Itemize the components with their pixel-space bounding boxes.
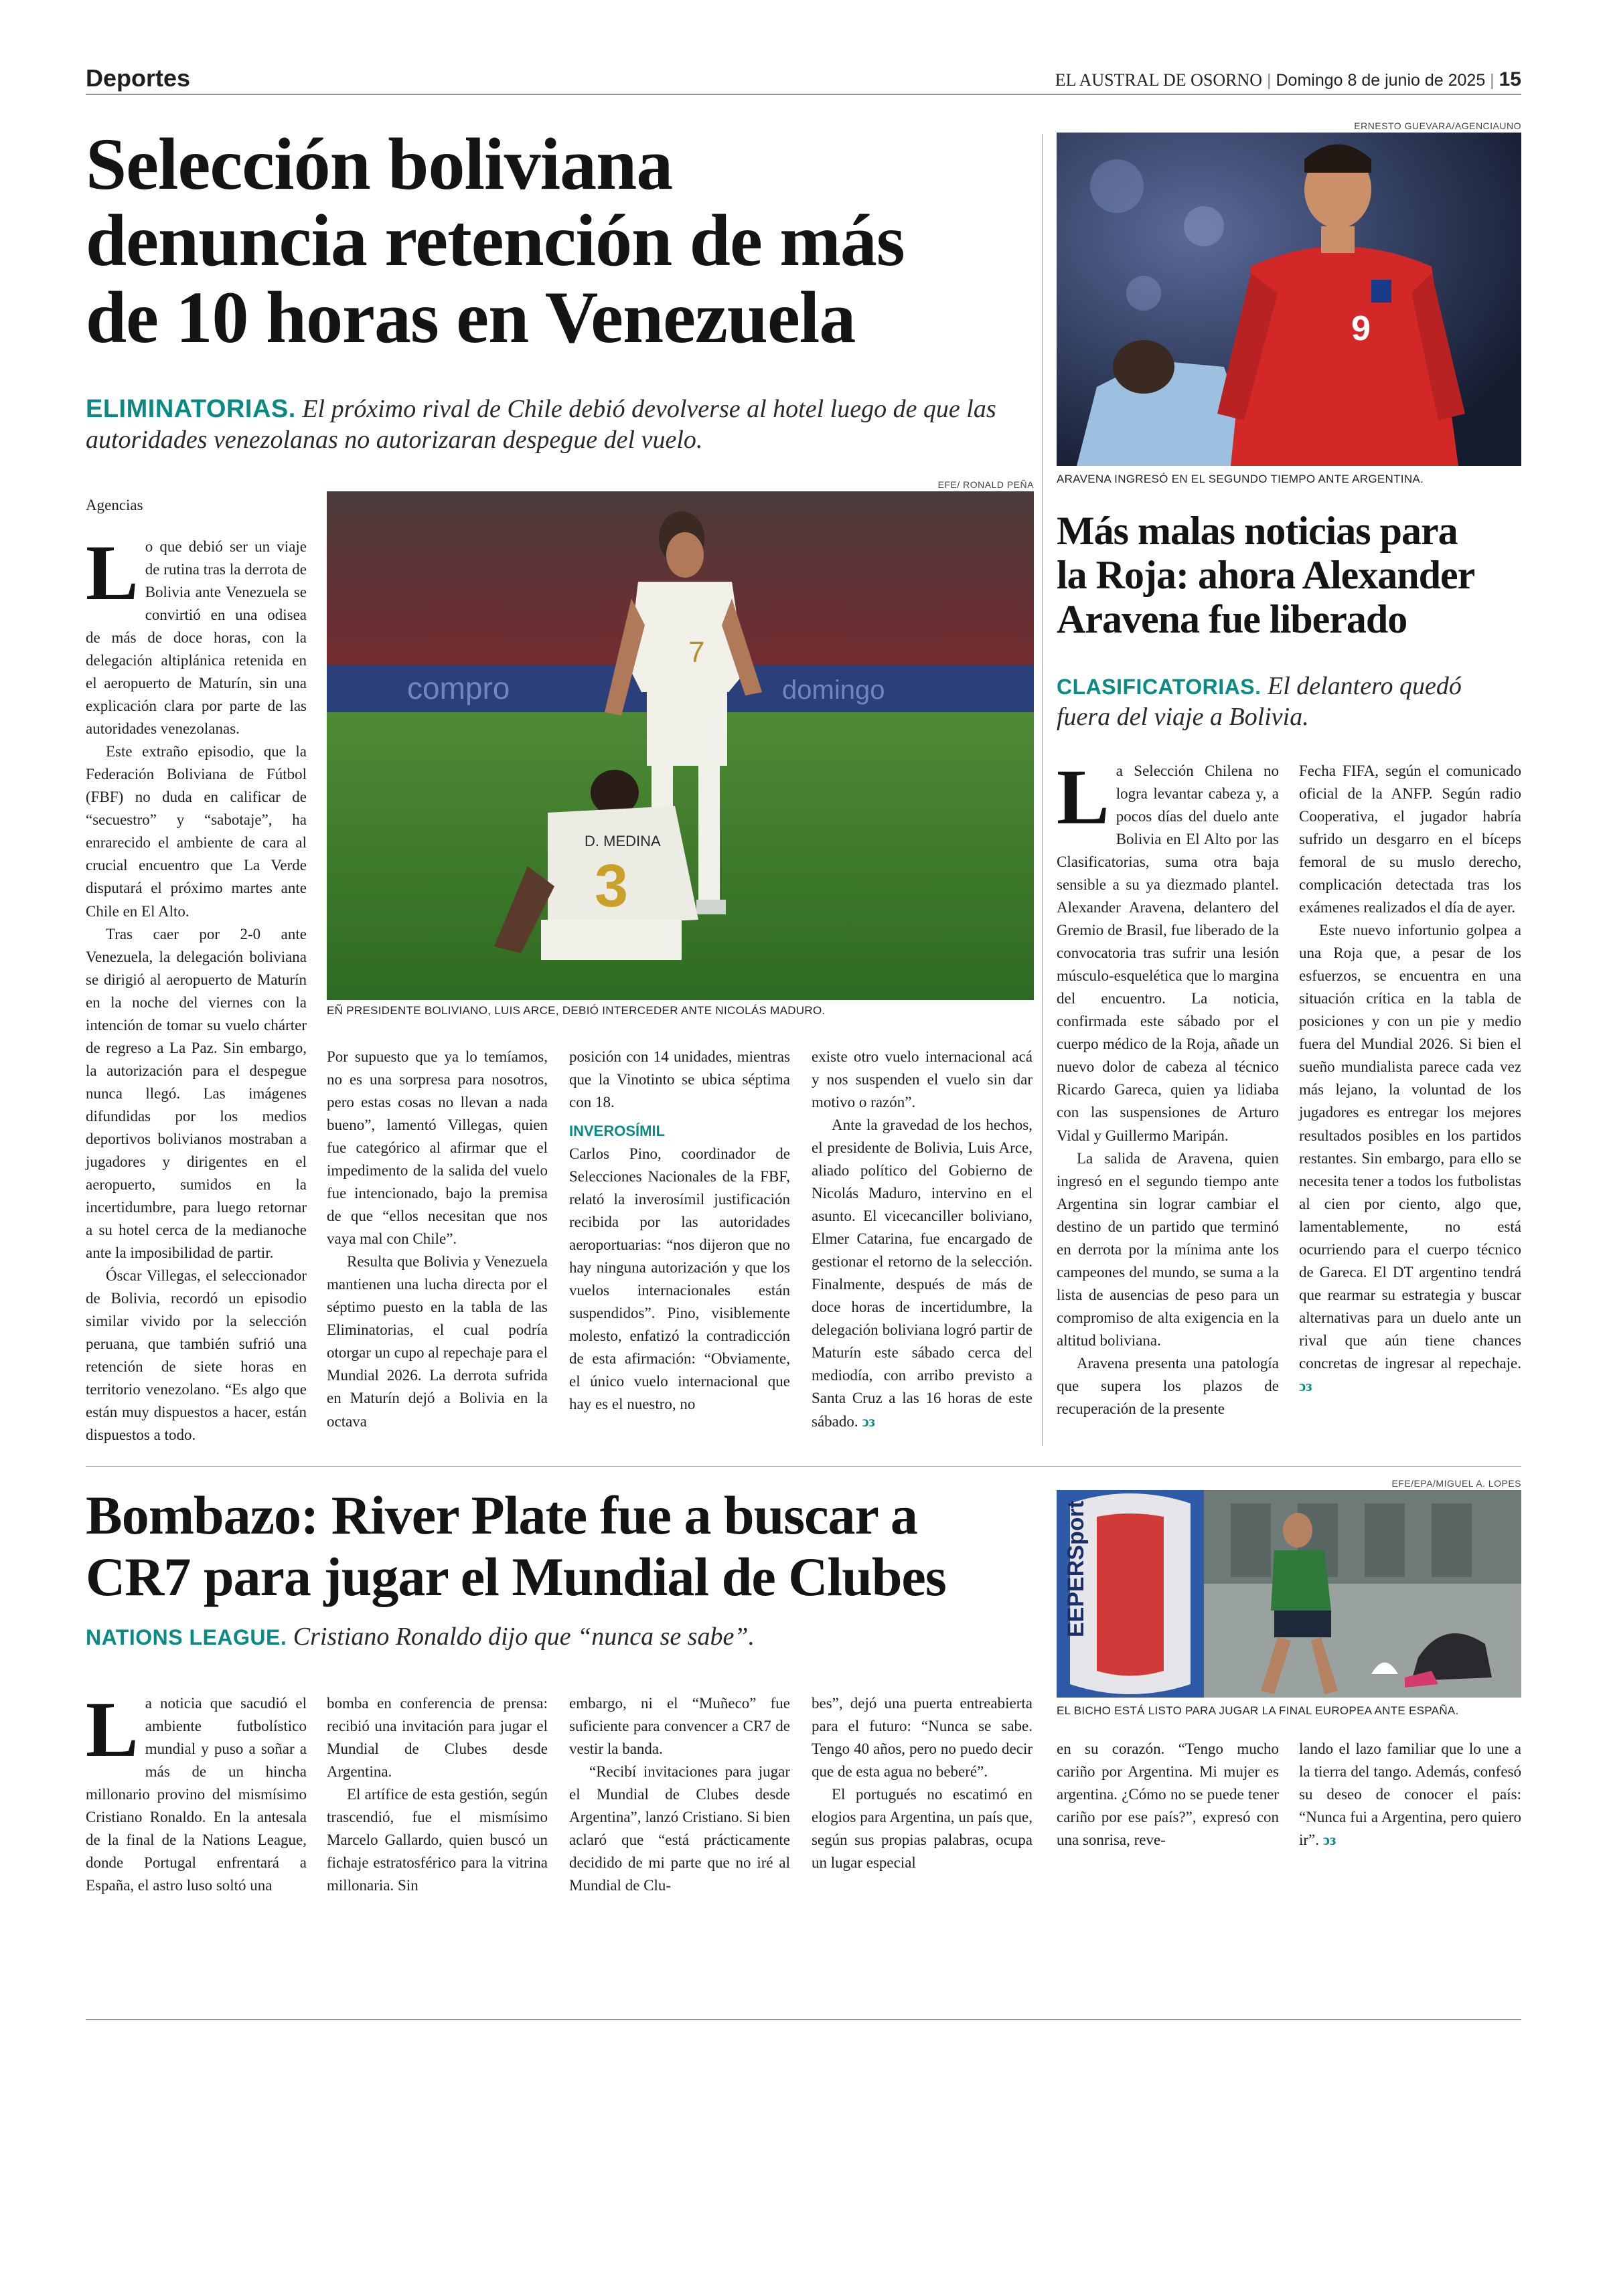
main-col1-p3: Tras caer por 2-0 ante Venezuela, la delegación boliviana se dirigió al aeropuerto de Maturín en la noche del viernes con la intención de tomar su vuelo chárter de regreso a La Paz. Sin embargo, la autorización para el despegue nunca llegó. Las imágenes difundidas por los medios deportivos bolivianos mostraban a jugadores y dirigentes en el aeropuerto, sumidos en la incertidumbre, para luego retornar a su hotel cerca de la medianoche ante la imposibilidad de partir. — [86, 925, 307, 1261]
bottom-col2-p1: bomba en conferencia de prensa: recibió una invitación para jugar el Mundial de Clubes desde Argentina. — [327, 1695, 548, 1781]
bottom-end-mark: ↄз — [1322, 1831, 1336, 1849]
main-column-1 — [86, 529, 307, 1447]
bottom-deck — [86, 1621, 1037, 1652]
main-headline: Selección boliviana denuncia retención de más de 10 horas en Venezuela — [86, 123, 905, 358]
side-col1-p1: a Selección Chilena no logra levantar cabeza y, a pocos días del duelo ante Bolivia en El Alto por las Clasificatorias, suma otra baja sensible a su ya diezmado plantel. Alexander Aravena, delantero del Gremio de Brasil, fue liberado de la convocatoria tras sufrir una lesión músculo-esquelética que lo margina del encuentro. La noticia, confirmada este sábado por el cuerpo médico de la Roja, añade un nuevo dolor de cabeza al técnico Ricardo Gareca, quien ya lidiaba con las suspensiones de Arturo Vidal y Guillermo Maripán. — [1057, 762, 1279, 1144]
main-col1-p4: Óscar Villegas, el seleccionador de Bolivia, recordó un episodio similar vivido por la selección peruana, que también sufrió una retención de siete horas en territorio venezolano. “Es algo que están muy dispuestos a hacer, están dispuestos a todo. — [86, 1267, 307, 1444]
main-photo-credit: EFE/ RONALD PEÑA — [937, 479, 1034, 490]
issue-date: Domingo 8 de junio de 2025 — [1276, 71, 1486, 90]
bottom-kicker: NATIONS LEAGUE. — [86, 1625, 287, 1649]
main-column-3 — [569, 1046, 790, 1416]
bottom-column-1 — [86, 1686, 307, 1897]
main-col1-p2: Este extraño episodio, que la Federación Boliviana de Fútbol (FBF) no duda en calificar de “secuestro” y “sabotaje”, ha enrarecido el ambiente de cara al crucial encuentro que La Verde disputará el próximo martes ante Chile en El Alto. — [86, 743, 307, 920]
side-column-2 — [1299, 760, 1521, 1398]
bottom-deck-text: Cristiano Ronaldo dijo que “nunca se sabe”. — [293, 1623, 755, 1651]
story-divider — [86, 1466, 1521, 1467]
bottom-column-2 — [327, 1692, 548, 1897]
side-photo-credit: ERNESTO GUEVARA/AGENCIAUNO — [1354, 120, 1521, 131]
main-photo-caption: EÑ PRESIDENTE BOLIVIANO, LUIS ARCE, DEBIÓ INTERCEDER ANTE NICOLÁS MADURO. — [327, 1004, 826, 1017]
side-photo-jersey-number: 9 — [1351, 309, 1371, 348]
bottom-col3-p2: “Recibí invitaciones para jugar el Mundial de Clubes desde Argentina”, lanzó Cristiano. Si bien aclaró que “está prácticamente decidido de mi parte que no iré al Mundial de Clu- — [569, 1763, 790, 1894]
bottom-photo-scene — [1057, 1490, 1521, 1698]
side-col2-p2: Este nuevo infortunio golpea a una Roja que, a pesar de los esfuerzos, se encuentra en una situación crítica en la tabla de posiciones y con un pie y medio fuera del Mundial 2026. Si bien el sueño mundialista parece cada vez más lejano, la voluntad de los jugadores es entregar los mejores resultados posibles en los partidos restantes. Sin embargo, para ello se necesita tener a todos los futbolistas al cien por ciento, algo que, lamentablemente, no está ocurriendo para el cuerpo técnico de Gareca. El DT argentino tendrá que rearmar su estrategia y buscar alternativas para un duelo ante un rival que aún tiene chances concretas de ingresar al repechaje. — [1299, 922, 1521, 1372]
side-col1-p3: Aravena presenta una patología que supera los plazos de recuperación de la presente — [1057, 1354, 1279, 1417]
newspaper-name: EL AUSTRAL DE OSORNO — [1055, 70, 1263, 90]
main-kicker: ELIMINATORIAS. — [86, 395, 296, 423]
main-end-mark: ↄз — [862, 1412, 875, 1430]
side-photo-caption: ARAVENA INGRESÓ EN EL SEGUNDO TIEMPO ANTE ARGENTINA. — [1057, 473, 1424, 485]
svg-text:domingo: domingo — [782, 675, 885, 705]
side-dropcap: L — [1057, 753, 1109, 841]
main-photo-scene — [327, 491, 1034, 1000]
page-number: 15 — [1499, 68, 1521, 90]
column-divider — [1042, 134, 1043, 1446]
main-col2-p2: Resulta que Bolivia y Venezuela mantienen una lucha directa por el séptimo puesto en la tabla de las Eliminatorias, el cual podría otorgar un cupo al repechaje para el Mundial 2026. La derrota sufrida en Maturín dejó a Bolivia en la octava — [327, 1253, 548, 1430]
bottom-column-6 — [1299, 1738, 1521, 1852]
bottom-col5-p1: en su corazón. “Tengo mucho cariño por Argentina. Mi mujer es argentina. ¿Cómo no se puede tener cariño por ese país?”, expresó con una sonrisa, reve- — [1057, 1740, 1279, 1849]
side-col1-p2: La salida de Aravena, quien ingresó en el segundo tiempo ante Argentina sin lograr cambiar el destino de un partido que terminó en derrota por la mínima ante los campeones del mundo, se suma a la lista de ausencias de peso para un compromiso de alta exigencia en la altitud boliviana. — [1057, 1149, 1279, 1349]
bottom-col4-p2: El portugués no escatimó en elogios para Argentina, un país que, según sus propias palabras, ocupa un lugar especial — [812, 1786, 1032, 1872]
side-column-1 — [1057, 753, 1279, 1420]
svg-text:compro: compro — [407, 671, 510, 706]
side-photo — [1057, 133, 1521, 466]
main-col2-p1: Por supuesto que ya lo temíamos, no es una sorpresa para nosotros, pero estas cosas no llevan a nada bueno”, lamentó Villegas, quien fue categórico al afirmar que el impedimento de la salida del vuelo fue intencionado, bajo la premisa de que “ellos necesitan que nos vaya mal con Chile”. — [327, 1048, 548, 1248]
bottom-column-4 — [812, 1692, 1032, 1874]
bottom-column-3 — [569, 1692, 790, 1897]
side-deck-text: El delantero quedó fuera del viaje a Bolivia. — [1057, 672, 1462, 732]
masthead: EL AUSTRAL DE OSORNO | Domingo 8 de junio de 2025 | 15 — [1055, 68, 1521, 90]
main-deck — [86, 394, 1023, 456]
bottom-photo — [1057, 1490, 1521, 1698]
bottom-photo-credit: EFE/EPA/MIGUEL A. LOPES — [1391, 1478, 1521, 1489]
side-headline: Más malas noticias para la Roja: ahora Alexander Aravena fue liberado — [1057, 509, 1475, 641]
side-kicker: CLASIFICATORIAS. — [1057, 675, 1261, 699]
section-name: Deportes — [86, 64, 191, 92]
bottom-col4-p1: bes”, dejó una puerta entreabierta para el futuro: “Nunca se sabe. Tengo 40 años, pero no puedo decir que de esta agua no beberé”. — [812, 1695, 1032, 1781]
bottom-col2-p2: El artífice de esta gestión, según trascendió, fue el mismísimo Marcelo Gallardo, quien buscó un fichaje estratosférico para la vitrina millonaria. Sin — [327, 1786, 548, 1894]
bottom-column-5 — [1057, 1738, 1279, 1852]
main-subhead: INVEROSÍMIL — [569, 1123, 666, 1140]
header-rule — [86, 94, 1521, 95]
bottom-col1-p1: a noticia que sacudió el ambiente futbolístico mundial y puso a soñar a más de un hincha millonario provino del mismísimo Cristiano Ronaldo. En la antesala de la final de la Nations League, donde Portugal enfrentará a España, el astro luso soltó una — [86, 1695, 307, 1894]
bottom-photo-caption: EL BICHO ESTÁ LISTO PARA JUGAR LA FINAL EUROPEA ANTE ESPAÑA. — [1057, 1704, 1459, 1717]
main-col1-p1: o que debió ser un viaje de rutina tras la derrota de Bolivia ante Venezuela se convirtió en una odisea de más de doce horas, con la delegación altiplánica retenida en el aeropuerto de Maturín, sin una explicación clara por parte de las autoridades venezolanas. — [86, 538, 307, 738]
main-col4-p2: Ante la gravedad de los hechos, el presidente de Bolivia, Luis Arce, aliado político del Gobierno de Nicolás Maduro, intervino en el asunto. El vicecanciller boliviano, Elmer Catarina, fue encargado de gestionar el retorno de la selección. Finalmente, después de más de doce horas de incertidumbre, la delegación boliviana logró partir de Maturín este sábado cerca del mediodía, con arribo previsto a Santa Cruz a las 16 horas de este sábado. — [812, 1117, 1032, 1430]
main-photo-jersey-number: 7 — [688, 636, 705, 669]
bottom-col6-p1: lando el lazo familiar que lo une a la tierra del tango. Además, confesó su deseo de conocer el país: “Nunca fui a Argentina, pero quiero ir”. — [1299, 1740, 1521, 1849]
byline: Agencias — [86, 497, 143, 513]
bottom-headline: Bombazo: River Plate fue a buscar a CR7 para jugar el Mundial de Clubes — [86, 1485, 946, 1607]
main-photo — [327, 491, 1034, 1000]
bottom-col3-p1: embargo, ni el “Muñeco” fue suficiente para convencer a CR7 de vestir la banda. — [569, 1695, 790, 1758]
main-photo-jersey-name: D. MEDINA — [585, 833, 661, 849]
bottom-photo-banner-text: EEPERSport — [1063, 1500, 1089, 1637]
side-deck — [1057, 671, 1512, 733]
main-deck-text: El próximo rival de Chile debió devolverse al hotel luego de que las autoridades venezolanas no autorizaran despegue del vuelo. — [86, 395, 996, 455]
side-col2-p1: Fecha FIFA, según el comunicado oficial de la ANFP. Según radio Cooperativa, el jugador habría sufrido un desgarro en el bíceps femoral de su muslo derecho, complicación detectada tras los exámenes realizados el día de ayer. — [1299, 762, 1521, 916]
footer-rule — [86, 2019, 1521, 2020]
main-col3-p2: Carlos Pino, coordinador de Selecciones Nacionales de la FBF, relató la inverosímil justificación recibida por las autoridades aeroportuarias: “nos dijeron que no hay ninguna autorización y que los vuelos internacionales están suspendidos”. Pino, visiblemente molesto, enfatizó la contradicción de esta afirmación: “Obviamente, el único vuelo internacional que hay es el nuestro, no — [569, 1145, 790, 1412]
main-photo-jersey-number-2: 3 — [595, 853, 629, 920]
side-end-mark: ↄз — [1299, 1377, 1312, 1394]
main-column-2 — [327, 1046, 548, 1433]
main-col3-p1: posición con 14 unidades, mientras que la Vinotinto se ubica séptima con 18. — [569, 1048, 790, 1111]
main-col4-p1: existe otro vuelo internacional acá y nos suspenden el vuelo sin dar motivo o razón”. — [812, 1048, 1032, 1111]
main-column-4 — [812, 1046, 1032, 1433]
bottom-dropcap: L — [86, 1686, 139, 1773]
main-dropcap: L — [86, 529, 139, 617]
side-photo-scene — [1057, 133, 1521, 466]
